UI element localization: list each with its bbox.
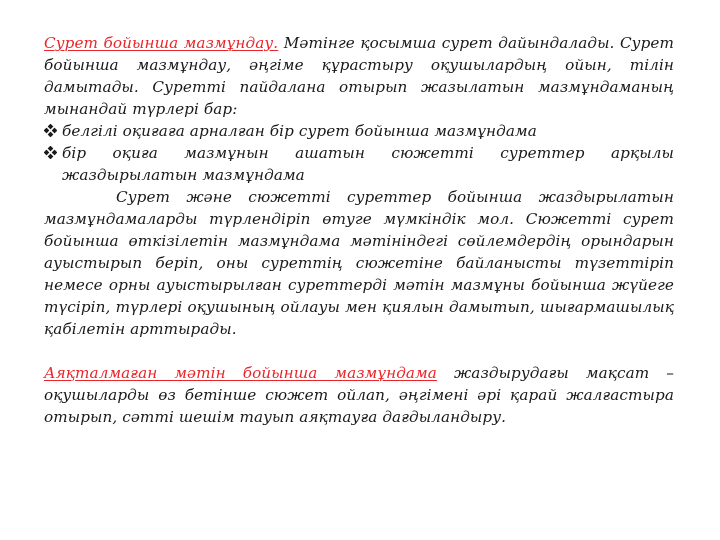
paragraph-intro-text: Мәтінге қосымша сурет дайындалады. Сурет бойынша мазмұндау, әңгіме құрастыру оқушылардың ойын, тілін дамытады. Суретті пайдалана отырып жазылатын мазмұндаманың мынандай түрлері бар:: [44, 34, 675, 118]
document-page: [44, 32, 674, 428]
bullet-item-text: бір оқиға мазмұнын ашатын сюжетті суреттер арқылы жаздырылатын мазмұндама: [62, 144, 674, 184]
paragraph-intro: [44, 32, 674, 120]
paragraph-unfinished-text: [44, 362, 674, 428]
diamond-bullet-icon: [44, 142, 58, 164]
bullet-item-2: [44, 142, 674, 186]
paragraph-unfinished-text-body: жаздырудағы мақсат – оқушыларды өз бетінше сюжет ойлап, әңгімені әрі қарай жалғастыра отырып, сәтті шешім тауып аяқтауға дағдыландыру.: [44, 364, 674, 426]
heading-picture-retelling: Сурет бойынша мазмұндау.: [44, 34, 279, 52]
bullet-item-1: [44, 120, 674, 142]
blank-line: [44, 340, 674, 362]
diamond-bullet-icon: [44, 120, 58, 142]
bullet-item-text: белгілі оқиғаға арналған бір сурет бойынша мазмұндама: [62, 122, 537, 140]
heading-unfinished-text: Аяқталмаған мәтін бойынша мазмұндама: [44, 364, 437, 382]
paragraph-plot-pictures: Сурет және сюжетті суреттер бойынша жаздырылатын мазмұндамаларды түрлендіріп өтуге мүмкіндік мол. Сюжетті сурет бойынша өткізілетін мазмұндама мәтініндегі сөйлемдердің орындарын ауыстырып беріп, оны суреттің сюжетіне байланысты түзеттіріп немесе орны ауыстырылған суреттерді мәтін мазмұны бойынша жүйеге түсіріп, түрлері оқушының ойлауы мен қиялын дамытып, шығармашылық қабілетін арттырады.: [44, 188, 674, 338]
